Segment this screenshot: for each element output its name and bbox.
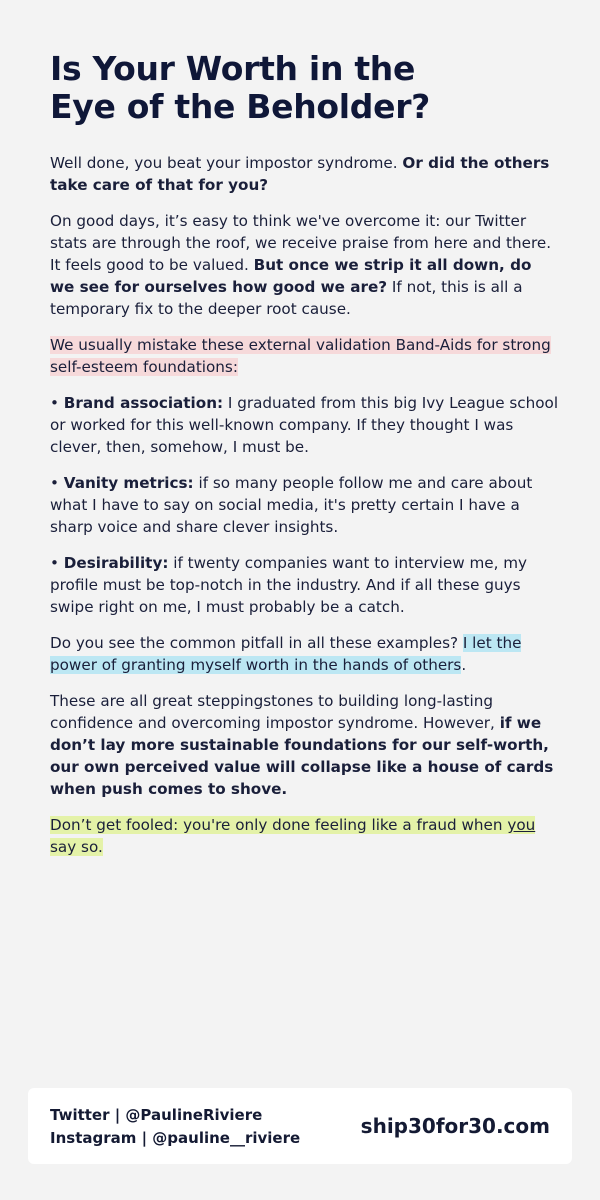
- validation-paragraph: [50, 334, 560, 378]
- closing-underlined: you: [507, 816, 536, 834]
- steppingstones-text: These are all great steppingstones to building long-lasting confidence and overcoming impostor syndrome. However,: [50, 692, 500, 732]
- title-line-1: Is Your Worth in the: [50, 49, 416, 88]
- intro-paragraph: [50, 152, 560, 196]
- good-days-text: On good days, it’s easy to think we've overcome it: our Twitter stats are through the roof, we receive praise from here and there. It feels good to be valued.: [50, 212, 552, 274]
- bullet-label: Desirability:: [63, 554, 169, 572]
- instagram-handle: Instagram | @pauline__riviere: [50, 1129, 301, 1147]
- blue-highlight: I let the power of granting myself worth in the hands of others: [50, 634, 522, 674]
- twitter-handle: Twitter | @PaulineRiviere: [50, 1106, 263, 1124]
- closing-paragraph: [50, 814, 560, 858]
- good-days-end: If not, this is all a temporary fix to the deeper root cause.: [50, 278, 523, 318]
- bullet-text: I graduated from this big Ivy League school or worked for this well-known company. If they thought I was clever, then, somehow, I must be.: [50, 394, 559, 456]
- social-handles: [50, 1104, 300, 1150]
- article: [50, 50, 560, 872]
- steppingstones-paragraph: [50, 690, 560, 800]
- bullet-brand-association: [50, 392, 560, 458]
- bullet-vanity-metrics: [50, 472, 560, 538]
- pink-highlight: We usually mistake these external validation Band-Aids for strong self-esteem foundations:: [50, 336, 551, 376]
- title-line-2: Eye of the Beholder?: [50, 87, 431, 126]
- pitfall-paragraph: [50, 632, 560, 676]
- bullet-marker: •: [50, 554, 64, 572]
- pitfall-text: Do you see the common pitfall in all these examples?: [50, 634, 463, 652]
- bullet-text: if so many people follow me and care about what I have to say on social media, it's pretty certain I have a sharp voice and share clever insights.: [50, 474, 533, 536]
- intro-text: Well done, you beat your impostor syndrome.: [50, 154, 403, 172]
- bullet-desirability: [50, 552, 560, 618]
- good-days-bold: But once we strip it all down, do we see for ourselves how good we are?: [50, 256, 532, 296]
- pitfall-end: .: [461, 656, 467, 674]
- closing-text: Don’t get fooled: you're only done feeling like a fraud when: [50, 816, 508, 834]
- bullet-label: Vanity metrics:: [63, 474, 194, 492]
- bullet-marker: •: [50, 474, 64, 492]
- green-highlight: [50, 816, 535, 856]
- bullet-label: Brand association:: [63, 394, 224, 412]
- good-days-paragraph: [50, 210, 560, 320]
- site-link: ship30for30.com: [360, 1114, 550, 1138]
- closing-end: say so.: [50, 838, 103, 856]
- footer-card: [28, 1088, 572, 1164]
- bullet-marker: •: [50, 394, 64, 412]
- intro-bold: Or did the others take care of that for you?: [50, 154, 550, 194]
- page-title: [50, 50, 560, 126]
- bullet-text: if twenty companies want to interview me, my profile must be top-notch in the industry. And if all these guys swipe right on me, I must probably be a catch.: [50, 554, 528, 616]
- steppingstones-bold: if we don’t lay more sustainable foundations for our self-worth, our own perceived value will collapse like a house of cards when push comes to shove.: [50, 714, 554, 798]
